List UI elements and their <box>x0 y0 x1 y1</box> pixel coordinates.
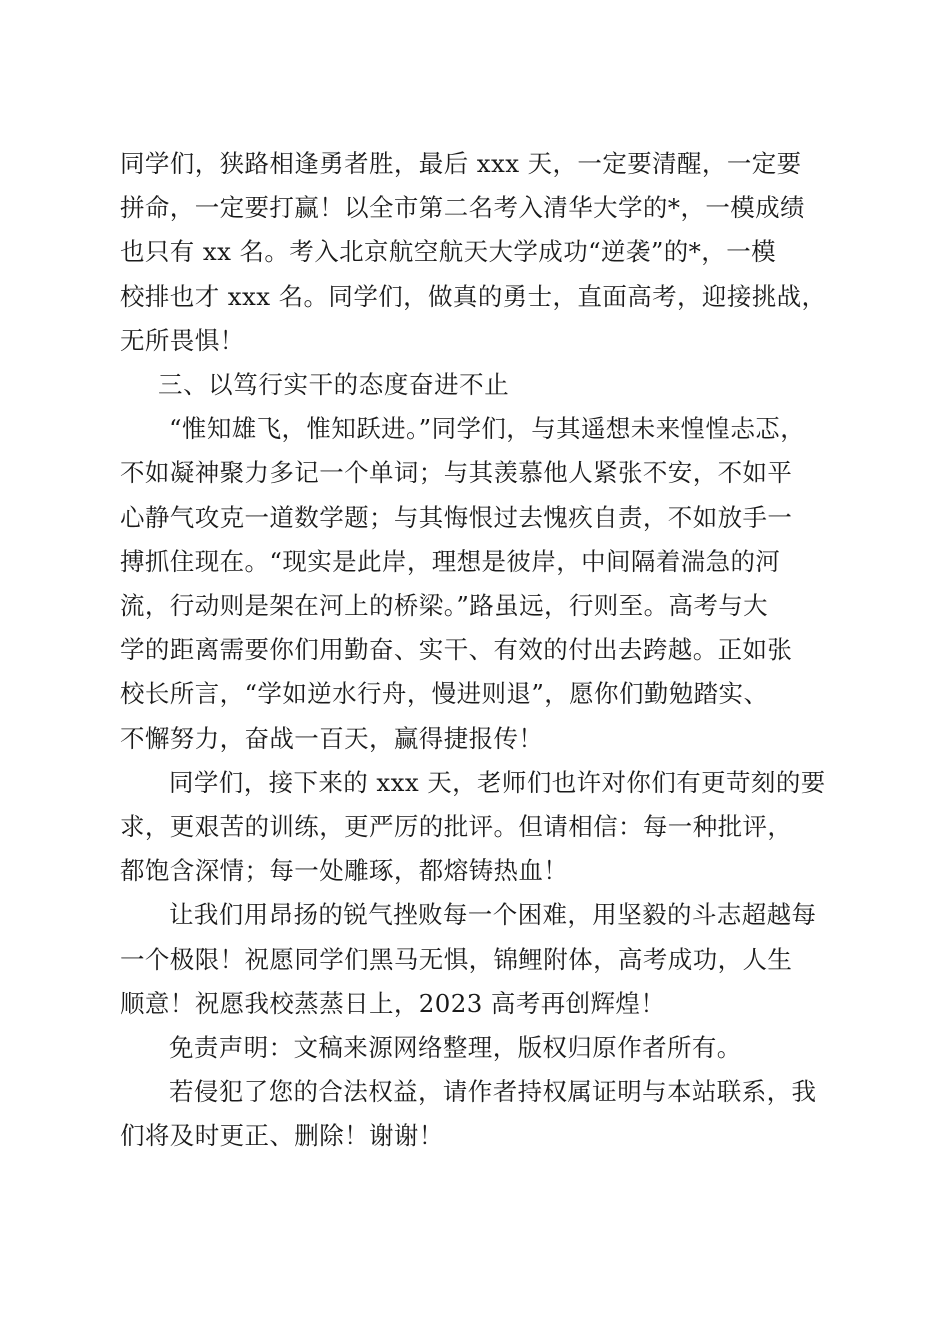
disclaimer-source: 免责声明：文稿来源网络整理，版权归原作者所有。 <box>169 1033 742 1063</box>
paragraph-quote: “惟知雄飞，惟知跃进。”同学们，与其遥想未来惶惶忐忑， 不如凝神聚力多记一个单词；与其羡慕他人紧张不安，不如平 心静气攻克一道数学题；与其悔恨过去愧疚自责，不如放手一 搏抓住现在。“现实是此岸，理想是彼岸，中间隔着湍急的河 流，行动则是架在河上的桥梁。”路虽远，行则至。高考与大 学的距离需要你们用勤奋、实干、有效的付出去跨越。正如张 校长所言，“学如逆水行舟，慢进则退”，愿你们勤勉踏实、 不懈努力，奋战一百天，赢得捷报传！ <box>120 414 806 753</box>
disclaimer-contact: 若侵犯了您的合法权益，请作者持权属证明与本站联系，我 们将及时更正、删除！谢谢！ <box>120 1077 817 1151</box>
document-body <box>120 142 832 1159</box>
section-heading: 三、以笃行实干的态度奋进不止 <box>157 370 510 400</box>
paragraph-wishes: 让我们用昂扬的锐气挫败每一个困难，用坚毅的斗志超越每 一个极限！祝愿同学们黑马无惧，锦鲤附体，高考成功，人生 顺意！祝愿我校蒸蒸日上，2023 高考再创辉煌！ <box>120 900 817 1018</box>
paragraph-teachers: 同学们，接下来的 xxx 天，老师们也许对你们有更苛刻的要 求，更艰苦的训练，更严厉的批评。但请相信：每一种批评， 都饱含深情；每一处雕琢，都熔铸热血！ <box>120 767 826 886</box>
paragraph-continued: 同学们，狭路相逢勇者胜，最后 xxx 天，一定要清醒，一定要 拼命，一定要打赢！以全市第二名考入清华大学的*，一模成绩 也只有 xx 名。考入北京航空航天大学成功“逆袭”的*，一模 校排也才 xxx 名。同学们，做真的勇士，直面高考，迎接挑战， 无所畏惧！ <box>120 149 827 355</box>
